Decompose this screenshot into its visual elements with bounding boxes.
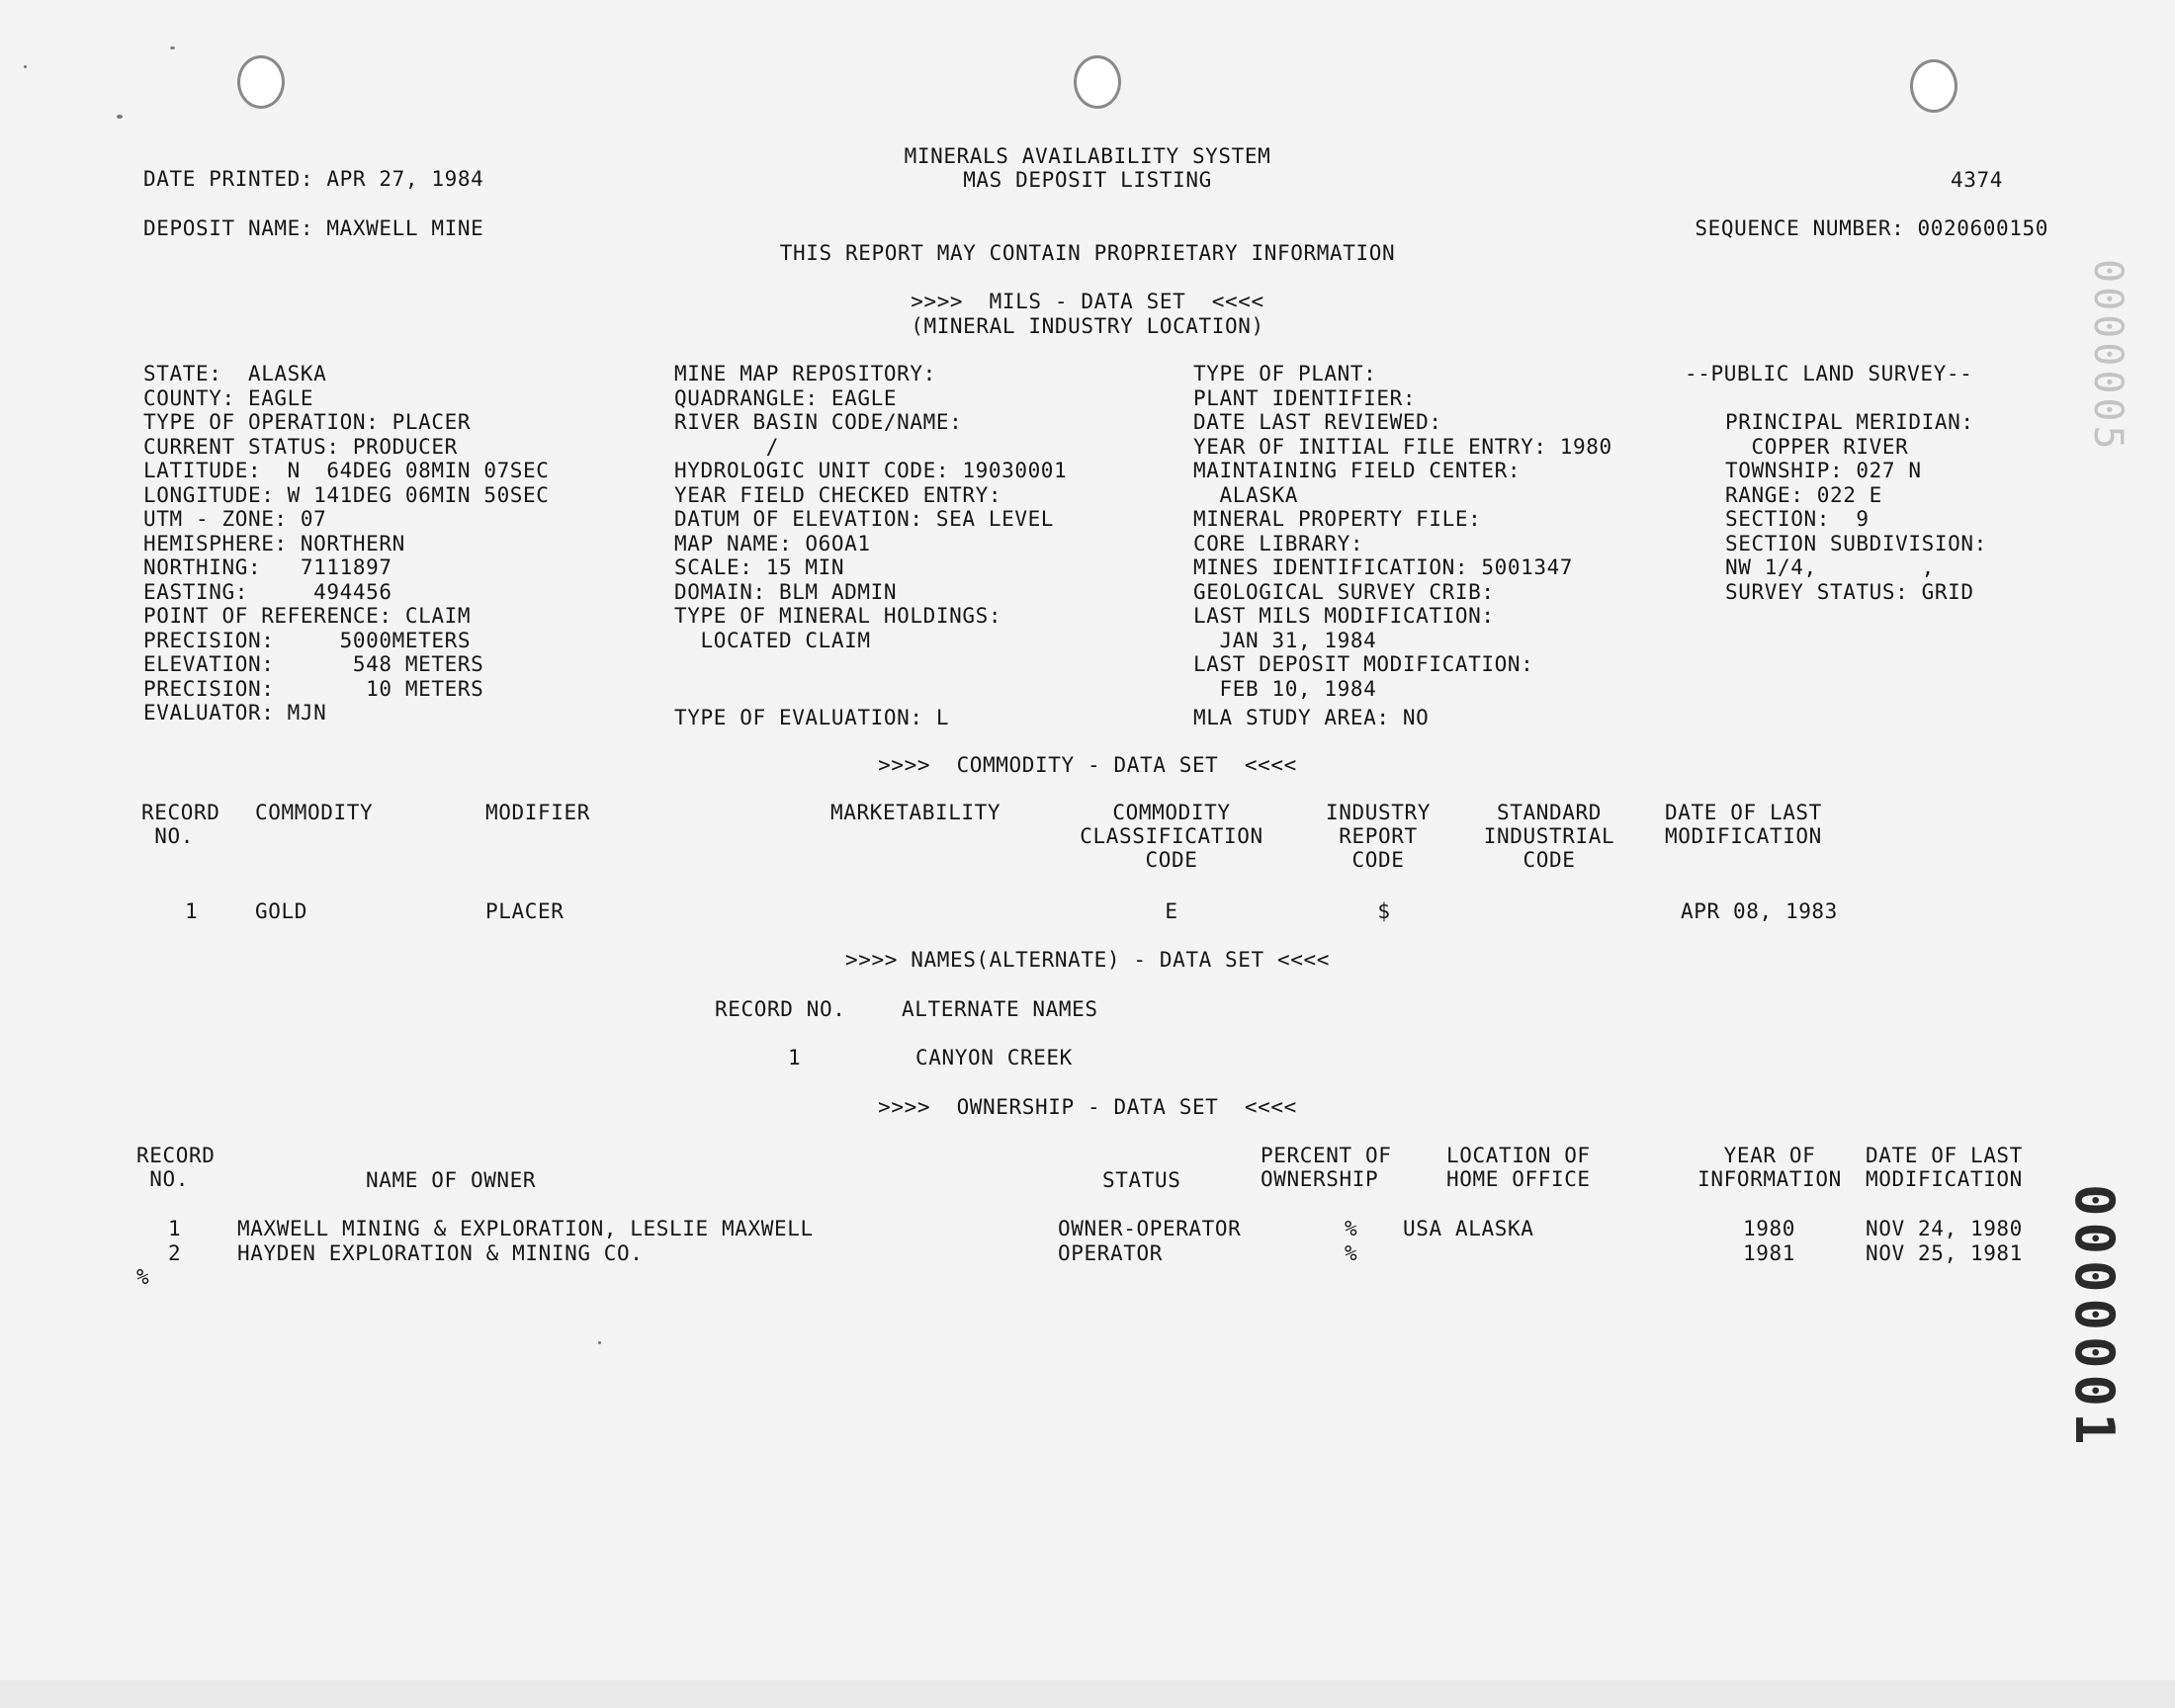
mils-field: PRECISION: 5000METERS xyxy=(143,629,472,652)
margin-stamp-bottom: 0000001 xyxy=(2063,1184,2126,1451)
mils-field: POINT OF REFERENCE: CLAIM xyxy=(143,604,472,628)
owner-year: 1981 xyxy=(1743,1241,1795,1265)
scan-speck xyxy=(24,65,27,68)
owner-date: NOV 24, 1980 xyxy=(1866,1217,2023,1240)
names-header-alternate: ALTERNATE NAMES xyxy=(902,997,1098,1021)
commodity-modifier: PLACER xyxy=(485,899,565,923)
mils-field: GEOLOGICAL SURVEY CRIB: xyxy=(1193,580,1495,604)
mils-field: LAST MILS MODIFICATION: xyxy=(1193,604,1495,628)
commodity-date: APR 08, 1983 xyxy=(1681,899,1838,923)
mils-field: DOMAIN: BLM ADMIN xyxy=(674,580,898,604)
mils-field: PRECISION: 10 METERS xyxy=(143,677,484,701)
mils-field: DATE LAST REVIEWED: xyxy=(1193,410,1442,434)
mils-section-subtitle: (MINERAL INDUSTRY LOCATION) xyxy=(911,314,1264,338)
owner-year: 1980 xyxy=(1743,1217,1795,1240)
punch-hole-left xyxy=(237,55,285,109)
survey-field: RANGE: 022 E xyxy=(1725,483,1882,507)
mils-field: LONGITUDE: W 141DEG 06MIN 50SEC xyxy=(143,483,550,507)
names-header-record: RECORD NO. xyxy=(715,997,846,1021)
commodity-header-industry: INDUSTRY REPORT CODE xyxy=(1326,801,1431,872)
survey-field: PRINCIPAL MERIDIAN: xyxy=(1725,410,1974,434)
mils-field: TYPE OF MINERAL HOLDINGS: xyxy=(674,604,1002,628)
ownership-header-name: NAME OF OWNER xyxy=(366,1168,537,1192)
survey-field: NW 1/4, , xyxy=(1725,555,1935,579)
page-id: 4374 xyxy=(1951,168,2003,192)
survey-field: SECTION: 9 xyxy=(1725,507,1870,531)
survey-field: SECTION SUBDIVISION: xyxy=(1725,532,1987,555)
mils-field: STATE: ALASKA xyxy=(143,362,327,385)
owner-record-no: 1 xyxy=(168,1217,182,1240)
commodity-classification-code: E xyxy=(1165,899,1178,923)
commodity-header-standard: STANDARD INDUSTRIAL CODE xyxy=(1483,801,1615,872)
mils-field: YEAR FIELD CHECKED ENTRY: xyxy=(674,483,1002,507)
owner-record-no: 2 xyxy=(168,1241,182,1265)
commodity-header-modifier: MODIFIER xyxy=(485,801,590,824)
owner-percent: % xyxy=(1345,1241,1358,1265)
mils-field: CORE LIBRARY: xyxy=(1193,532,1364,555)
mils-field: / xyxy=(674,435,779,459)
survey-field: COPPER RIVER xyxy=(1725,435,1909,459)
mils-field: MINE MAP REPOSITORY: xyxy=(674,362,936,385)
proprietary-notice: THIS REPORT MAY CONTAIN PROPRIETARY INFORMATION xyxy=(779,241,1396,265)
mils-field: PLANT IDENTIFIER: xyxy=(1193,386,1417,410)
mils-field: YEAR OF INITIAL FILE ENTRY: 1980 xyxy=(1193,435,1612,459)
owner-status: OWNER-OPERATOR xyxy=(1058,1217,1242,1240)
mils-field: TYPE OF OPERATION: PLACER xyxy=(143,410,472,434)
mils-field: RIVER BASIN CODE/NAME: xyxy=(674,410,963,434)
mils-section-title: >>>> MILS - DATA SET <<<< xyxy=(911,290,1264,313)
ownership-header-record: RECORD NO. xyxy=(136,1144,216,1191)
punch-hole-right xyxy=(1910,59,1958,113)
alternate-name: CANYON CREEK xyxy=(915,1046,1073,1069)
margin-stamp-top: 0000005 xyxy=(2085,259,2131,454)
listing-title: MAS DEPOSIT LISTING xyxy=(963,168,1212,192)
owner-date: NOV 25, 1981 xyxy=(1866,1241,2023,1265)
mils-field: HEMISPHERE: NORTHERN xyxy=(143,532,405,555)
owner-status: OPERATOR xyxy=(1058,1241,1163,1265)
ownership-header-percent: PERCENT OF OWNERSHIP xyxy=(1261,1144,1392,1191)
mils-field: DATUM OF ELEVATION: SEA LEVEL xyxy=(674,507,1055,531)
commodity-header-record: RECORD NO. xyxy=(141,801,220,848)
mils-field: MLA STUDY AREA: NO xyxy=(1193,706,1430,729)
mils-field: EASTING: 494456 xyxy=(143,580,392,604)
commodity-header-commodity: COMMODITY xyxy=(255,801,374,824)
mils-field: JAN 31, 1984 xyxy=(1193,629,1377,652)
mils-field: TYPE OF PLANT: xyxy=(1193,362,1377,385)
ownership-header-year: YEAR OF INFORMATION xyxy=(1697,1144,1842,1191)
mils-field: MINERAL PROPERTY FILE: xyxy=(1193,507,1482,531)
mils-field: LAST DEPOSIT MODIFICATION: xyxy=(1193,652,1534,676)
survey-field: SURVEY STATUS: GRID xyxy=(1725,580,1974,604)
commodity-industry-code: $ xyxy=(1377,899,1391,923)
mils-field: ELEVATION: 548 METERS xyxy=(143,652,484,676)
punch-hole-center xyxy=(1074,55,1121,109)
commodity-section-title: >>>> COMMODITY - DATA SET <<<< xyxy=(878,753,1297,777)
mils-field: LOCATED CLAIM xyxy=(674,629,871,652)
owner-location: USA ALASKA xyxy=(1403,1217,1534,1240)
mils-field: MAP NAME: O6OA1 xyxy=(674,532,871,555)
commodity-name: GOLD xyxy=(255,899,307,923)
ownership-header-status: STATUS xyxy=(1102,1168,1181,1192)
date-printed: DATE PRINTED: APR 27, 1984 xyxy=(143,167,484,191)
mils-field: TYPE OF EVALUATION: L xyxy=(674,706,950,729)
mils-field: UTM - ZONE: 07 xyxy=(143,507,327,531)
ownership-footer-mark: % xyxy=(136,1265,150,1289)
mils-field: COUNTY: EAGLE xyxy=(143,386,314,410)
mils-field: EVALUATOR: MJN xyxy=(143,701,327,725)
system-title: MINERALS AVAILABILITY SYSTEM xyxy=(904,144,1271,168)
scan-speck xyxy=(117,115,123,119)
mils-field: QUADRANGLE: EAGLE xyxy=(674,386,898,410)
commodity-header-classification: COMMODITY CLASSIFICATION CODE xyxy=(1080,801,1263,872)
deposit-name: DEPOSIT NAME: MAXWELL MINE xyxy=(143,216,484,240)
names-record-no: 1 xyxy=(788,1046,802,1069)
owner-name: MAXWELL MINING & EXPLORATION, LESLIE MAXWELL xyxy=(237,1217,814,1240)
mils-field: MAINTAINING FIELD CENTER: xyxy=(1193,459,1522,482)
commodity-record-no: 1 xyxy=(185,899,199,923)
survey-field: TOWNSHIP: 027 N xyxy=(1725,459,1922,482)
mils-field: CURRENT STATUS: PRODUCER xyxy=(143,435,458,459)
sequence-number: SEQUENCE NUMBER: 0020600150 xyxy=(1695,216,2048,240)
mils-field: HYDROLOGIC UNIT CODE: 19030001 xyxy=(674,459,1068,482)
mils-field: SCALE: 15 MIN xyxy=(674,555,845,579)
names-section-title: >>>> NAMES(ALTERNATE) - DATA SET <<<< xyxy=(845,948,1330,972)
commodity-header-date: DATE OF LAST MODIFICATION xyxy=(1665,801,1822,848)
ownership-header-date: DATE OF LAST MODIFICATION xyxy=(1866,1144,2023,1191)
mils-field: LATITUDE: N 64DEG 08MIN 07SEC xyxy=(143,459,550,482)
public-land-survey-title: --PUBLIC LAND SURVEY-- xyxy=(1685,362,1973,385)
ownership-header-location: LOCATION OF HOME OFFICE xyxy=(1446,1144,1591,1191)
scan-speck xyxy=(170,46,175,49)
mils-field: NORTHING: 7111897 xyxy=(143,555,392,579)
commodity-header-marketability: MARKETABILITY xyxy=(830,801,1001,824)
ownership-section-title: >>>> OWNERSHIP - DATA SET <<<< xyxy=(878,1095,1297,1119)
owner-percent: % xyxy=(1345,1217,1358,1240)
mils-field: FEB 10, 1984 xyxy=(1193,677,1377,701)
owner-name: HAYDEN EXPLORATION & MINING CO. xyxy=(237,1241,644,1265)
scan-speck xyxy=(598,1341,601,1344)
mils-field: MINES IDENTIFICATION: 5001347 xyxy=(1193,555,1574,579)
mils-field: ALASKA xyxy=(1193,483,1298,507)
